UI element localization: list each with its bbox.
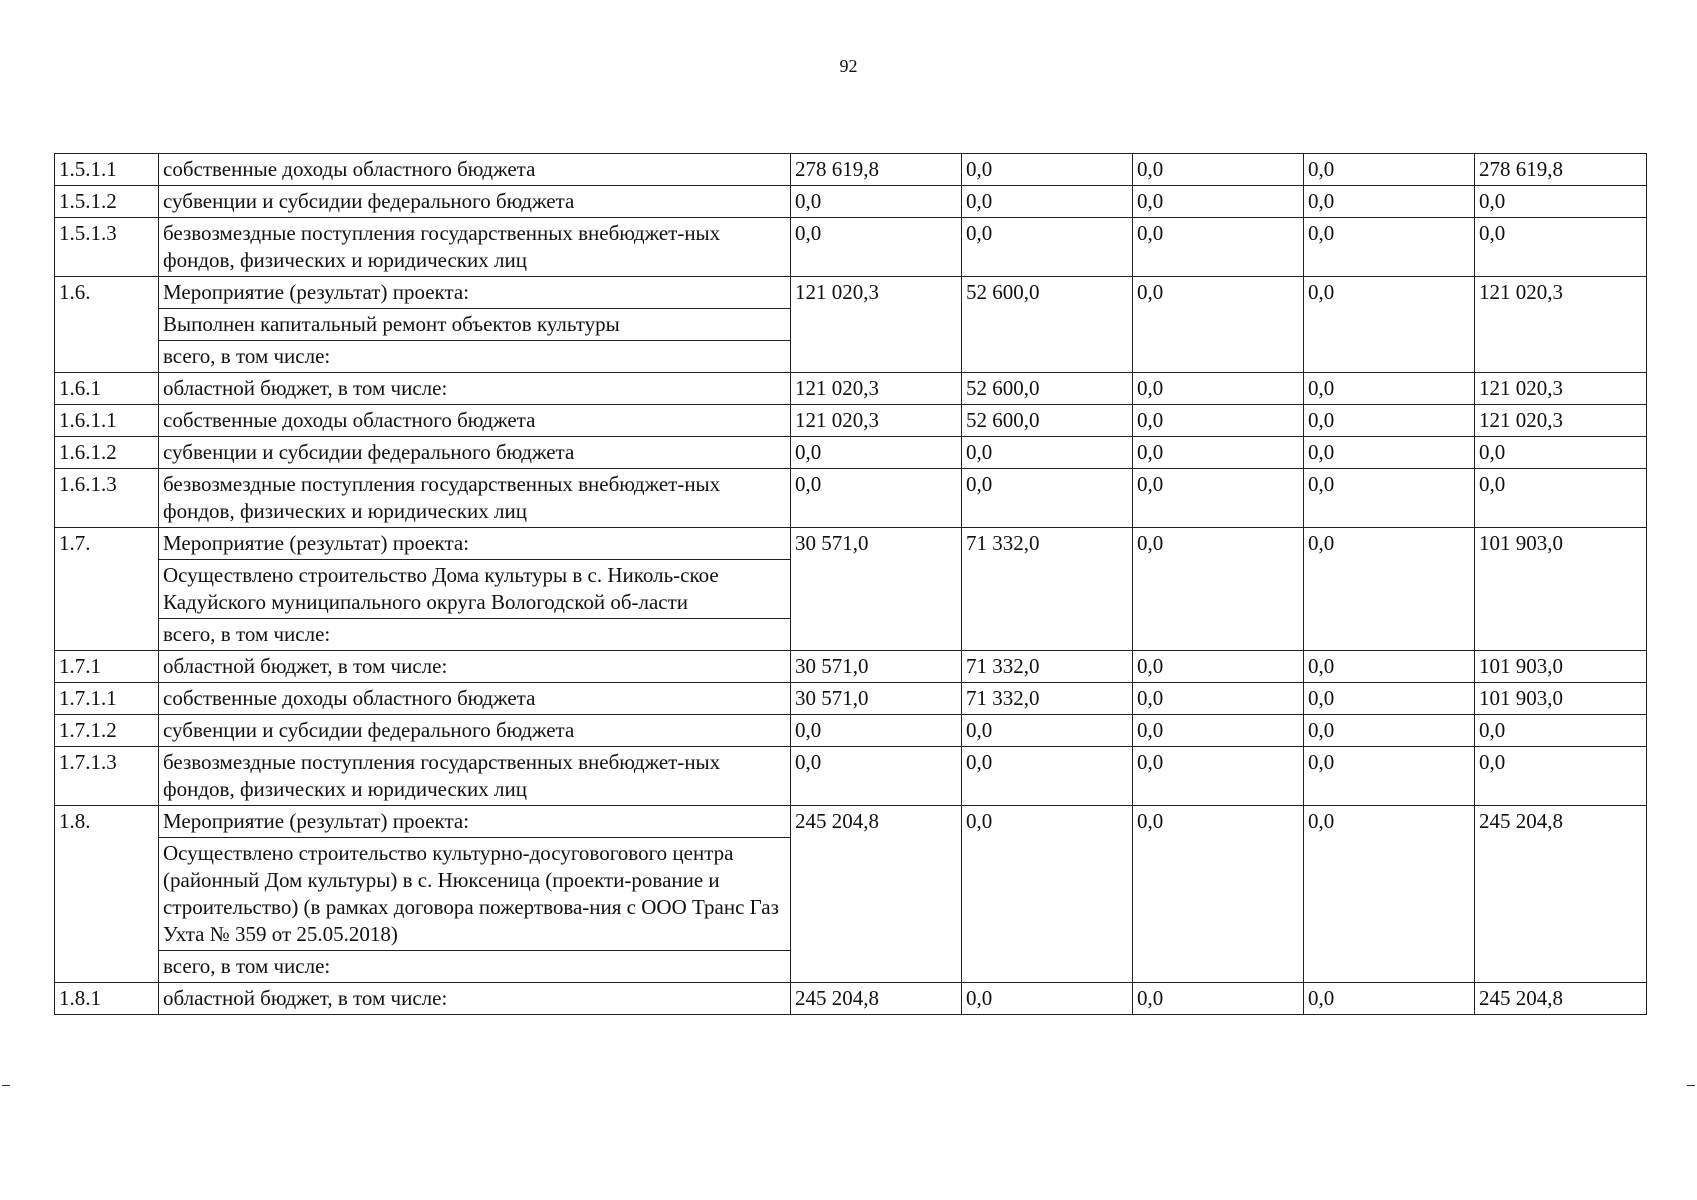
- value-cell: 0,0: [962, 747, 1133, 806]
- row-code: 1.6.1.2: [55, 437, 159, 469]
- row-description: всего, в том числе:: [159, 951, 791, 983]
- value-cell: 0,0: [1133, 186, 1304, 218]
- table-row: [55, 154, 1647, 186]
- value-cell: 0,0: [791, 186, 962, 218]
- value-cell: 0,0: [1304, 528, 1475, 651]
- value-cell: 0,0: [1133, 715, 1304, 747]
- value-cell: 121 020,3: [791, 277, 962, 373]
- row-description: Осуществлено строительство культурно-досуговогового центра (районный Дом культуры) в с. Нюксеница (проекти-рование и строительство) (в рамках договора пожертвова-ния с ООО Транс Газ Ухта № 359 от 25.05.2018): [159, 838, 791, 951]
- value-cell: 0,0: [1133, 218, 1304, 277]
- value-cell: 0,0: [1304, 277, 1475, 373]
- row-description: собственные доходы областного бюджета: [159, 683, 791, 715]
- value-cell: 245 204,8: [791, 806, 962, 983]
- row-code: 1.7.1.3: [55, 747, 159, 806]
- margin-tick: [1687, 1085, 1695, 1086]
- value-cell: 0,0: [1304, 186, 1475, 218]
- table-row: [55, 437, 1647, 469]
- row-code: 1.5.1.2: [55, 186, 159, 218]
- table-row: [55, 186, 1647, 218]
- row-description: субвенции и субсидии федерального бюджета: [159, 715, 791, 747]
- row-description: всего, в том числе:: [159, 341, 791, 373]
- table-row: [55, 528, 1647, 560]
- value-cell: 0,0: [962, 186, 1133, 218]
- value-cell: 121 020,3: [791, 405, 962, 437]
- value-cell: 0,0: [1475, 747, 1647, 806]
- row-code: 1.6.1.1: [55, 405, 159, 437]
- value-cell: 0,0: [1304, 469, 1475, 528]
- value-cell: 0,0: [791, 437, 962, 469]
- value-cell: 71 332,0: [962, 528, 1133, 651]
- value-cell: 278 619,8: [1475, 154, 1647, 186]
- value-cell: 0,0: [1304, 747, 1475, 806]
- row-code: 1.8.: [55, 806, 159, 983]
- value-cell: 0,0: [1133, 405, 1304, 437]
- value-cell: 0,0: [962, 715, 1133, 747]
- value-cell: 0,0: [1133, 437, 1304, 469]
- value-cell: 101 903,0: [1475, 683, 1647, 715]
- value-cell: 71 332,0: [962, 683, 1133, 715]
- value-cell: 0,0: [1304, 218, 1475, 277]
- page-number: 92: [839, 56, 858, 76]
- value-cell: 30 571,0: [791, 651, 962, 683]
- value-cell: 0,0: [1304, 715, 1475, 747]
- value-cell: 0,0: [1475, 186, 1647, 218]
- value-cell: 0,0: [962, 469, 1133, 528]
- value-cell: 0,0: [1475, 218, 1647, 277]
- value-cell: 0,0: [1475, 715, 1647, 747]
- value-cell: 0,0: [1133, 154, 1304, 186]
- row-description: собственные доходы областного бюджета: [159, 405, 791, 437]
- row-description: Выполнен капитальный ремонт объектов культуры: [159, 309, 791, 341]
- value-cell: 0,0: [962, 154, 1133, 186]
- table-row: [55, 715, 1647, 747]
- value-cell: 30 571,0: [791, 528, 962, 651]
- value-cell: 0,0: [791, 218, 962, 277]
- row-description: Мероприятие (результат) проекта:: [159, 277, 791, 309]
- row-description: всего, в том числе:: [159, 619, 791, 651]
- margin-tick: [2, 1085, 10, 1086]
- value-cell: 0,0: [1304, 806, 1475, 983]
- value-cell: 0,0: [1133, 277, 1304, 373]
- value-cell: 0,0: [962, 437, 1133, 469]
- value-cell: 278 619,8: [791, 154, 962, 186]
- row-code: 1.5.1.3: [55, 218, 159, 277]
- budget-table: [54, 153, 1647, 1015]
- row-code: 1.8.1: [55, 983, 159, 1015]
- row-description: безвозмездные поступления государственных внебюджет-ных фондов, физических и юридических лиц: [159, 747, 791, 806]
- table-row: [55, 277, 1647, 309]
- value-cell: 0,0: [1133, 651, 1304, 683]
- row-code: 1.6.1: [55, 373, 159, 405]
- row-code: 1.5.1.1: [55, 154, 159, 186]
- value-cell: 0,0: [1133, 747, 1304, 806]
- row-description: областной бюджет, в том числе:: [159, 651, 791, 683]
- row-code: 1.6.1.3: [55, 469, 159, 528]
- value-cell: 0,0: [1133, 683, 1304, 715]
- value-cell: 0,0: [962, 983, 1133, 1015]
- table-row: [55, 373, 1647, 405]
- row-description: областной бюджет, в том числе:: [159, 983, 791, 1015]
- value-cell: 0,0: [1304, 683, 1475, 715]
- value-cell: 245 204,8: [791, 983, 962, 1015]
- value-cell: 0,0: [1304, 437, 1475, 469]
- value-cell: 0,0: [1304, 373, 1475, 405]
- value-cell: 52 600,0: [962, 405, 1133, 437]
- row-description: Мероприятие (результат) проекта:: [159, 806, 791, 838]
- value-cell: 0,0: [791, 469, 962, 528]
- value-cell: 121 020,3: [1475, 405, 1647, 437]
- value-cell: 0,0: [1475, 469, 1647, 528]
- value-cell: 121 020,3: [1475, 277, 1647, 373]
- table-row: [55, 218, 1647, 277]
- table-row: [55, 747, 1647, 806]
- value-cell: 101 903,0: [1475, 651, 1647, 683]
- row-code: 1.7.1.1: [55, 683, 159, 715]
- row-description: субвенции и субсидии федерального бюджета: [159, 437, 791, 469]
- value-cell: 0,0: [962, 218, 1133, 277]
- value-cell: 0,0: [1133, 469, 1304, 528]
- row-description: Мероприятие (результат) проекта:: [159, 528, 791, 560]
- value-cell: 101 903,0: [1475, 528, 1647, 651]
- value-cell: 0,0: [1304, 405, 1475, 437]
- row-code: 1.7.1.2: [55, 715, 159, 747]
- row-description: безвозмездные поступления государственных внебюджет-ных фондов, физических и юридических лиц: [159, 218, 791, 277]
- value-cell: 0,0: [1304, 154, 1475, 186]
- value-cell: 245 204,8: [1475, 806, 1647, 983]
- value-cell: 245 204,8: [1475, 983, 1647, 1015]
- row-description: областной бюджет, в том числе:: [159, 373, 791, 405]
- row-description: Осуществлено строительство Дома культуры в с. Николь-ское Кадуйского муниципального округа Вологодской об-ласти: [159, 560, 791, 619]
- table-row: [55, 683, 1647, 715]
- value-cell: 0,0: [1133, 806, 1304, 983]
- value-cell: 30 571,0: [791, 683, 962, 715]
- value-cell: 0,0: [791, 747, 962, 806]
- row-code: 1.6.: [55, 277, 159, 373]
- value-cell: 0,0: [1304, 651, 1475, 683]
- value-cell: 121 020,3: [791, 373, 962, 405]
- table-row: [55, 405, 1647, 437]
- value-cell: 52 600,0: [962, 373, 1133, 405]
- value-cell: 121 020,3: [1475, 373, 1647, 405]
- table-row: [55, 983, 1647, 1015]
- row-description: собственные доходы областного бюджета: [159, 154, 791, 186]
- value-cell: 0,0: [1133, 373, 1304, 405]
- value-cell: 0,0: [1133, 983, 1304, 1015]
- value-cell: 0,0: [962, 806, 1133, 983]
- table-row: [55, 651, 1647, 683]
- row-code: 1.7.: [55, 528, 159, 651]
- value-cell: 0,0: [791, 715, 962, 747]
- value-cell: 0,0: [1304, 983, 1475, 1015]
- value-cell: 71 332,0: [962, 651, 1133, 683]
- table-row: [55, 469, 1647, 528]
- value-cell: 0,0: [1133, 528, 1304, 651]
- row-code: 1.7.1: [55, 651, 159, 683]
- value-cell: 0,0: [1475, 437, 1647, 469]
- row-description: субвенции и субсидии федерального бюджета: [159, 186, 791, 218]
- row-description: безвозмездные поступления государственных внебюджет-ных фондов, физических и юридических лиц: [159, 469, 791, 528]
- table-row: [55, 806, 1647, 838]
- value-cell: 52 600,0: [962, 277, 1133, 373]
